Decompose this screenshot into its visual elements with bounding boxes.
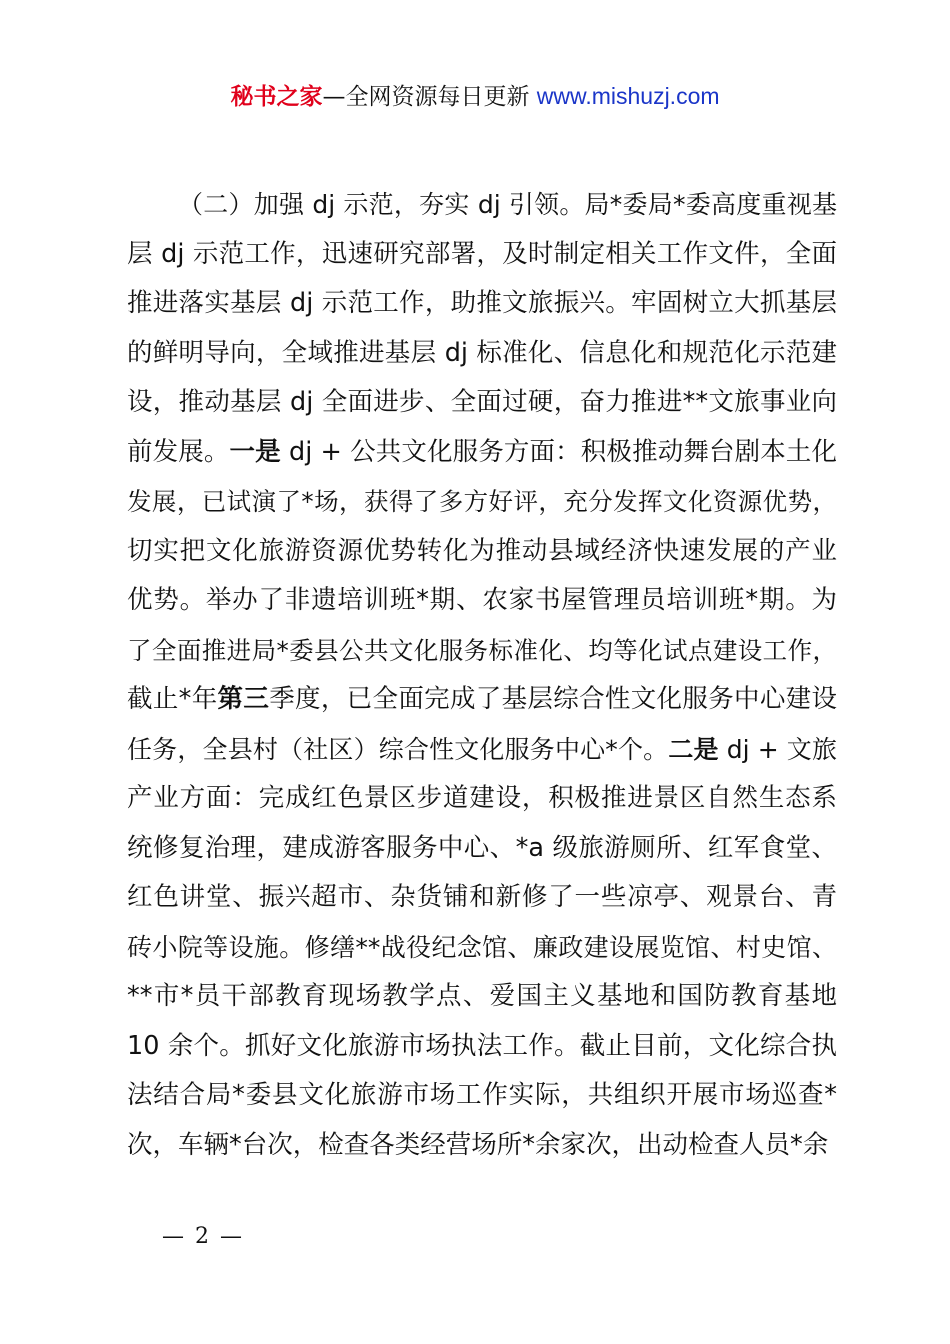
text-line — [127, 329, 837, 379]
text-segment: 切实把文化旅游资源优势转化为推动县域经济快速发展的产业 — [127, 535, 837, 566]
text-segment: 截止*年 — [127, 684, 218, 714]
text-line — [127, 477, 837, 527]
text-segment: dj + 公共文化服务方面：积极推动舞台剧本土化 — [280, 436, 837, 467]
text-segment: 优势。举办了非遗培训班*期、农家书屋管理员培训班*期。为 — [127, 585, 837, 615]
text-line — [127, 576, 837, 626]
site-header — [0, 80, 950, 113]
text-line — [127, 428, 837, 478]
text-segment: 法结合局*委县文化旅游市场工作实际，共组织开展市场巡查* — [127, 1080, 837, 1110]
bold-emphasis: 二是 — [668, 734, 719, 764]
text-line — [127, 1071, 837, 1121]
text-segment: 任务，全县村（社区）综合性文化服务中心*个。 — [127, 734, 669, 764]
text-line — [127, 972, 837, 1022]
text-line — [127, 378, 837, 428]
text-segment: 10 余个。抓好文化旅游市场执法工作。截止目前，文化综合执 — [127, 1030, 837, 1061]
site-brand: 秘书之家 — [230, 84, 323, 110]
text-segment: 季度，已全面完成了基层综合性文化服务中心建设 — [269, 684, 837, 714]
text-segment: dj + 文旅 — [718, 734, 837, 764]
text-line — [127, 1022, 837, 1072]
text-line — [127, 675, 837, 725]
text-line — [127, 279, 837, 329]
text-segment: 层 dj 示范工作，迅速研究部署，及时制定相关工作文件，全面 — [127, 238, 837, 269]
text-segment: 推进落实基层 dj 示范工作，助推文旅振兴。牢固树立大抓基层 — [127, 288, 837, 318]
text-line — [127, 774, 837, 824]
text-line — [127, 725, 837, 775]
text-line — [127, 824, 837, 874]
text-line — [127, 873, 837, 923]
document-body — [127, 180, 837, 1170]
text-segment: 统修复治理，建成游客服务中心、*a 级旅游厕所、红军食堂、 — [127, 832, 837, 863]
text-segment: （二）加强 dj 示范，夯实 dj 引领。局*委局*委高度重视基 — [178, 190, 837, 219]
text-line — [127, 923, 837, 973]
text-line — [127, 230, 837, 280]
site-url[interactable]: www.mishuzj.com — [536, 83, 720, 109]
text-segment: 砖小院等设施。修缮**战役纪念馆、廉政建设展览馆、村史馆、 — [127, 932, 837, 962]
text-segment: 设，推动基层 dj 全面进步、全面过硬，奋力推进**文旅事业向 — [127, 387, 837, 417]
text-segment: 的鲜明导向，全域推进基层 dj 标准化、信息化和规范化示范建 — [127, 337, 837, 368]
text-segment: **市*员干部教育现场教学点、爱国主义基地和国防教育基地 — [127, 981, 837, 1011]
site-tagline: —全网资源每日更新 — [322, 84, 537, 110]
text-segment: 发展，已试演了*场，获得了多方好评，充分发挥文化资源优势， — [127, 487, 837, 516]
text-line — [127, 1121, 837, 1171]
text-segment: 了全面推进局*委县公共文化服务标准化、均等化试点建设工作， — [127, 635, 837, 665]
bold-emphasis: 第三 — [217, 684, 270, 714]
text-segment: 产业方面：完成红色景区步道建设，积极推进景区自然生态系 — [127, 783, 837, 813]
text-line — [127, 626, 837, 676]
text-line — [127, 180, 837, 230]
text-line — [127, 527, 837, 577]
text-segment: 次，车辆*台次，检查各类经营场所*余家次，出动检查人员*余 — [127, 1129, 829, 1160]
page-number: — 2 — — [162, 1224, 244, 1249]
text-segment: 红色讲堂、振兴超市、杂货铺和新修了一些凉亭、观景台、青 — [127, 882, 837, 912]
bold-emphasis: 一是 — [229, 436, 281, 467]
text-segment: 前发展。 — [127, 436, 230, 467]
